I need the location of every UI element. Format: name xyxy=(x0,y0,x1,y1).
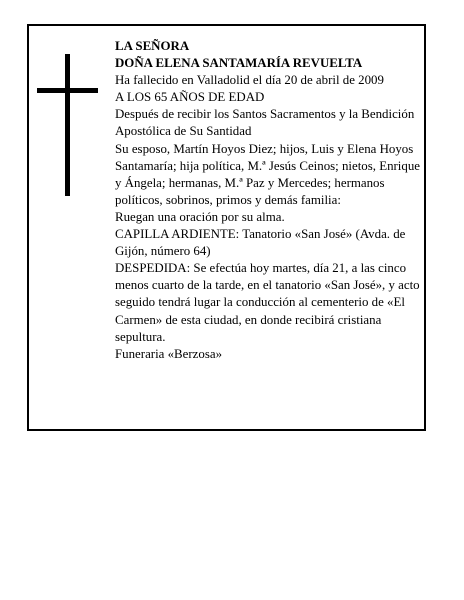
age-line: A LOS 65 AÑOS DE EDAD xyxy=(115,90,265,105)
death-line: Ha fallecido en Valladolid el día 20 de abril de 2009 xyxy=(115,73,384,88)
farewell-line: DESPEDIDA: Se efectúa hoy martes, día 21, a las cinco menos cuarto de la tarde, en el tanatorio «San José», y acto seguido tendrá lugar la conducción al cementerio de «El Carmen» de esta ciudad, en donde recibirá cristiana sepultura. xyxy=(115,261,420,344)
cross-icon-bar xyxy=(37,88,98,93)
notice-heading: LA SEÑORA xyxy=(115,39,190,53)
cross-icon xyxy=(65,54,70,196)
funeral-home-line: Funeraria «Berzosa» xyxy=(115,346,223,361)
obituary-text xyxy=(115,38,427,363)
chapel-line: CAPILLA ARDIENTE: Tanatorio «San José» (Avda. de Gijón, número 64) xyxy=(115,227,406,259)
sacraments-line: Después de recibir los Santos Sacramentos y la Bendición Apostólica de Su Santidad xyxy=(115,107,415,139)
prayer-line: Ruegan una oración por su alma. xyxy=(115,209,285,224)
deceased-name: DOÑA ELENA SANTAMARÍA REVUELTA xyxy=(115,56,363,71)
family-list: Su esposo, Martín Hoyos Diez; hijos, Luis y Elena Hoyos Santamaría; hija política, M.ª Jesús Ceinos; nietos, Enrique y Ángela; hermanas, M.ª Paz y Mercedes; hermanos políticos, sobrinos, primos y demás familia: xyxy=(115,141,421,207)
